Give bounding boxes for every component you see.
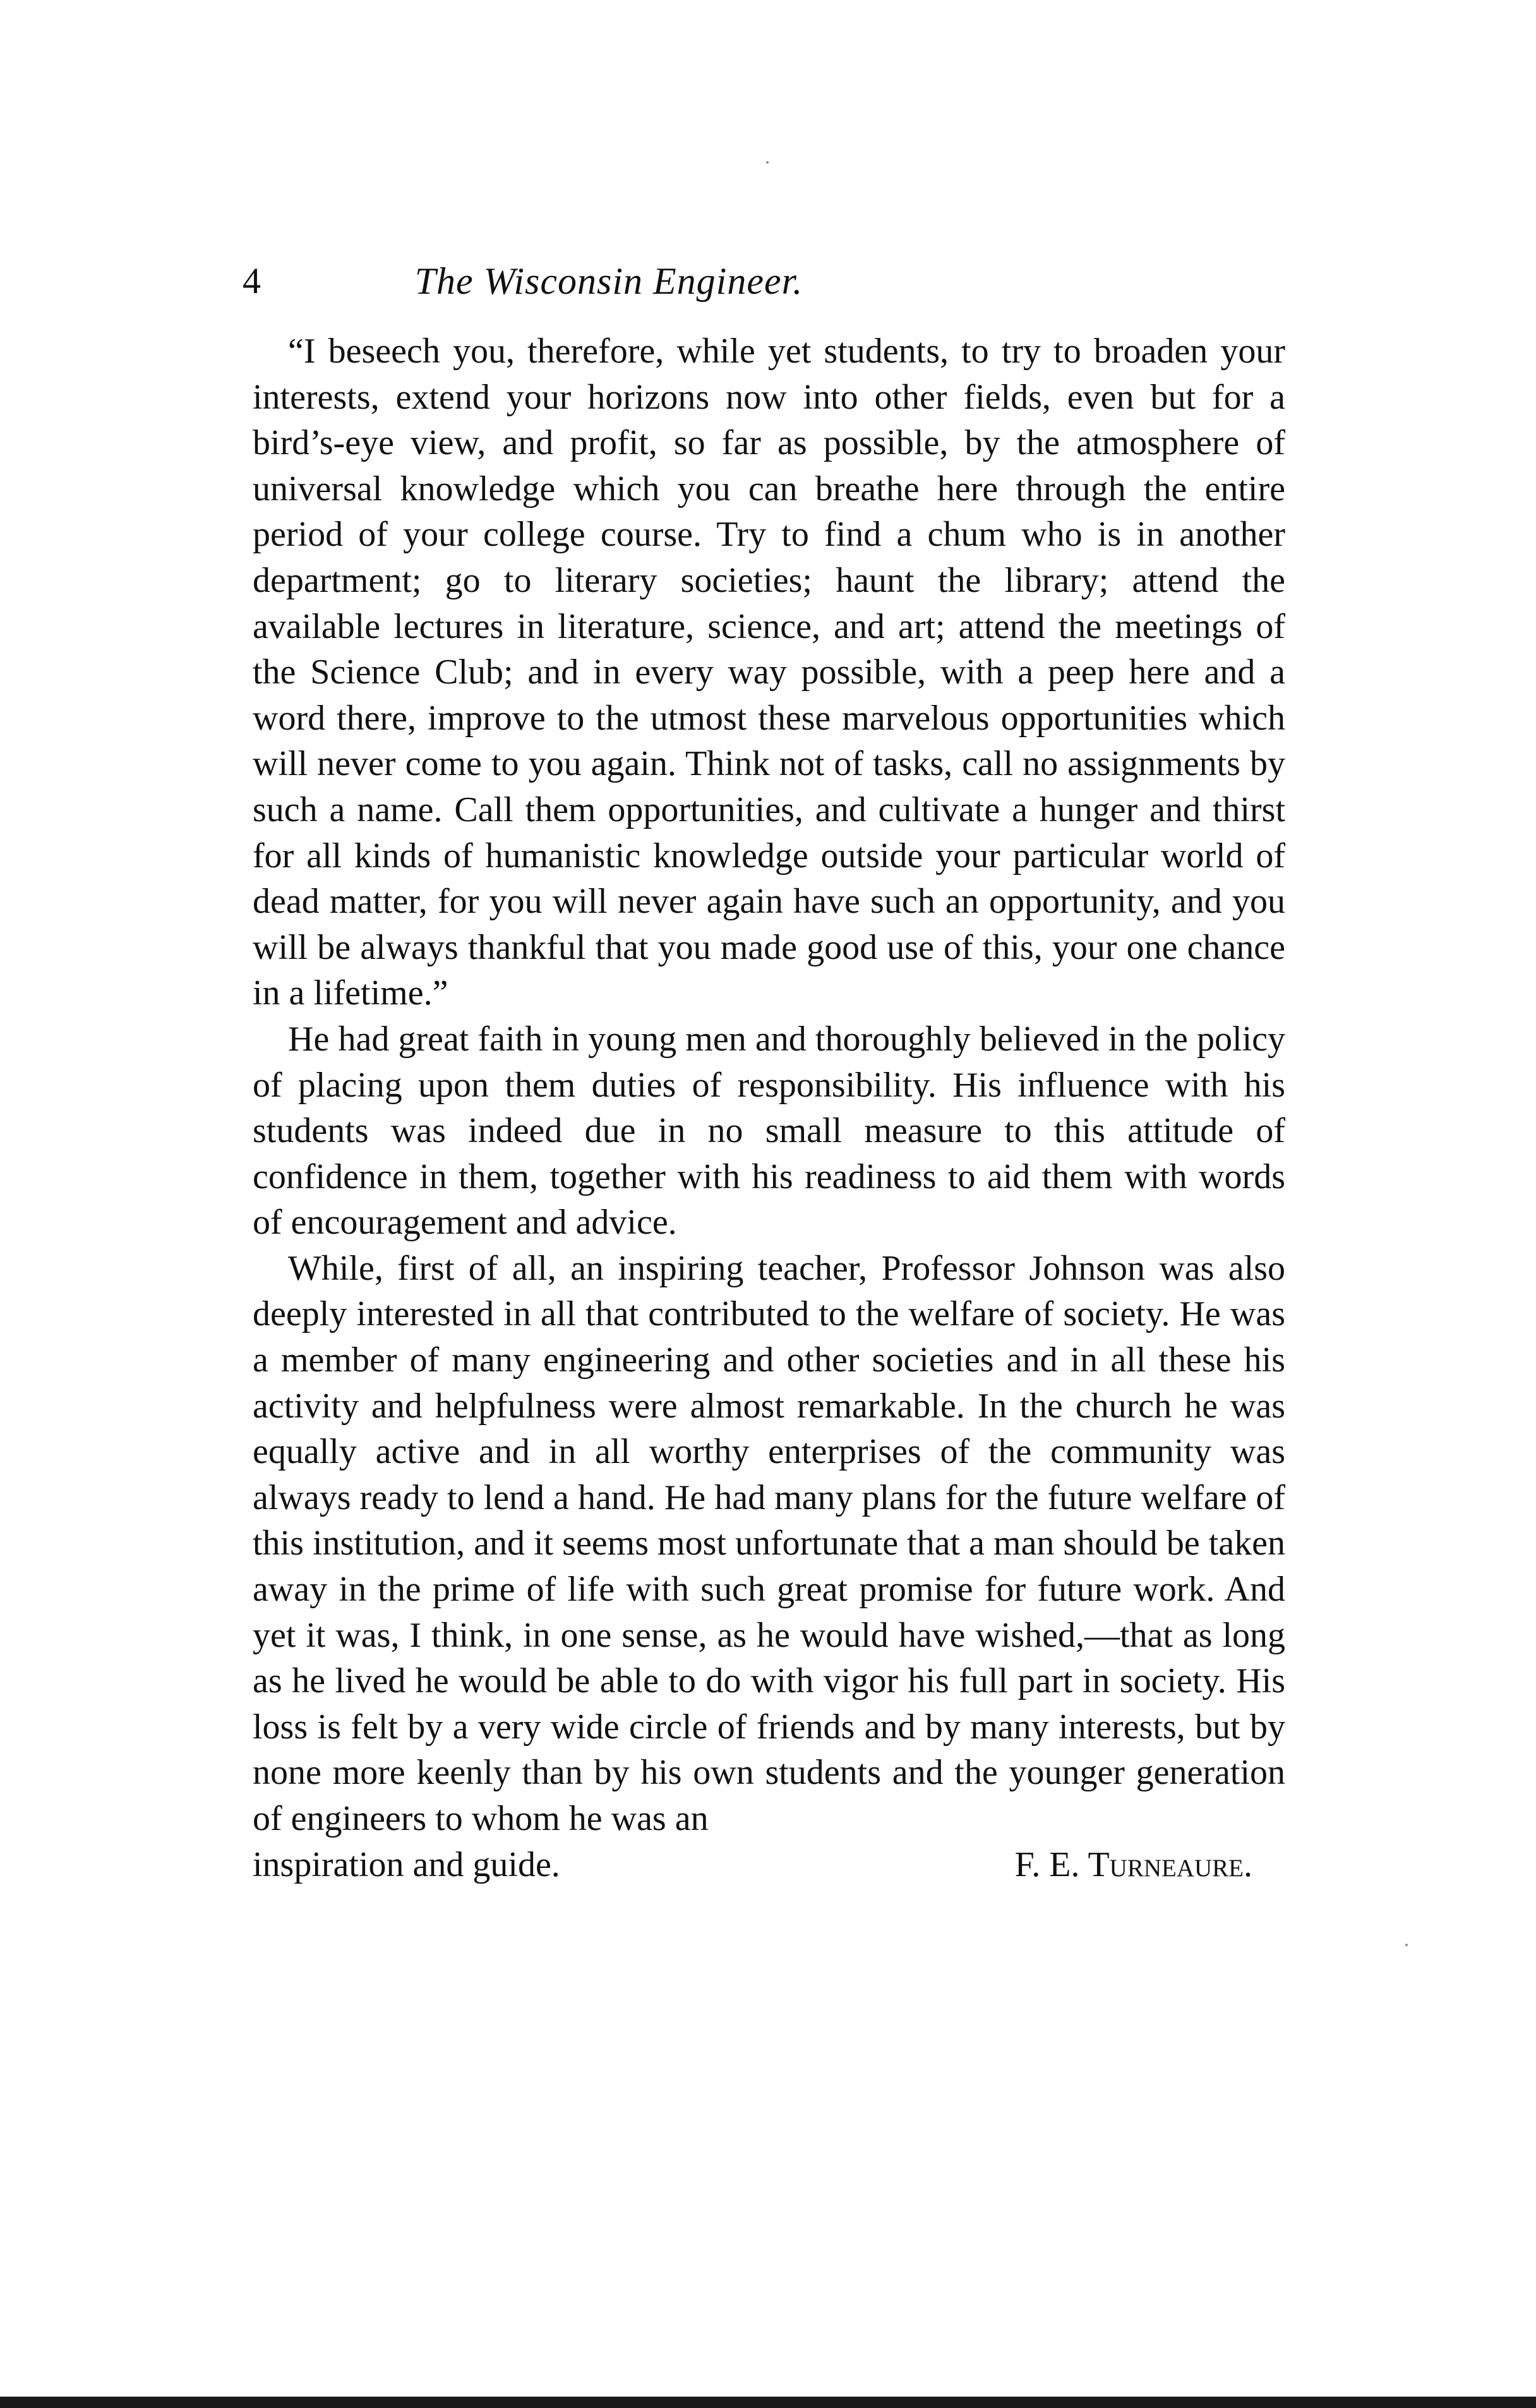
- page-header: [243, 253, 975, 310]
- closing-words: inspiration and guide.: [253, 1845, 560, 1884]
- body-paragraph: While, first of all, an inspiring teacher, Professor Johnson was also deeply interested in all that contributed to the welfare of society. He was a member of many engineering and other societies and in all these his activity and helpfulness were almost remarkable. In the church he was equally active and in all worthy enterprises of the community was always ready to lend a hand. He had many plans for the future welfare of this institution, and it seems most unfortunate that a man should be taken away in the prime of life with such great promise for future work. And yet it was, I think, in one sense, as he would have wished,—that as long as he lived he would be able to do with vigor his full part in society. His loss is felt by a very wide circle of friends and by many interests, but by none more keenly than by his own students and the younger generation of engineers to whom he was an: [253, 1248, 1285, 1838]
- closing-line: [253, 1842, 1285, 1888]
- body-paragraph: He had great faith in young men and thoroughly believed in the policy of placing upon them duties of responsibility. His influence with his students was indeed due in no small measure to this attitude of confidence in them, together with his readiness to aid them with words of encouragement and advice.: [253, 1019, 1285, 1243]
- scan-edge-rule: [0, 2397, 1536, 2408]
- scan-speck: [766, 161, 769, 164]
- scan-speck: [1405, 1944, 1408, 1946]
- page-number: 4: [243, 260, 261, 301]
- quotation-paragraph: “I beseech you, therefore, while yet students, to try to broaden your interests, extend your horizons now into other fields, even but for a bird’s-eye view, and profit, so far as possible, by the atmosphere of universal knowledge which you can breathe here through the entire period of your college course. Try to find a chum who is in another department; go to literary societies; haunt the library; attend the available lectures in literature, science, and art; attend the meetings of the Science Club; and in every way possible, with a peep here and a word there, improve to the utmost these marvelous opportunities which will never come to you again. Think not of tasks, call no assignments by such a name. Call them opportunities, and cultivate a hunger and thirst for all kinds of humanistic knowledge outside your particular world of dead matter, for you will never again have such an opportunity, and you will be always thankful that you made good use of this, your one chance in a lifetime.”: [253, 332, 1285, 1013]
- article-body: [253, 328, 1285, 1887]
- author-signature: F. E. Turneaure.: [1014, 1845, 1252, 1884]
- running-title: The Wisconsin Engineer.: [414, 260, 803, 302]
